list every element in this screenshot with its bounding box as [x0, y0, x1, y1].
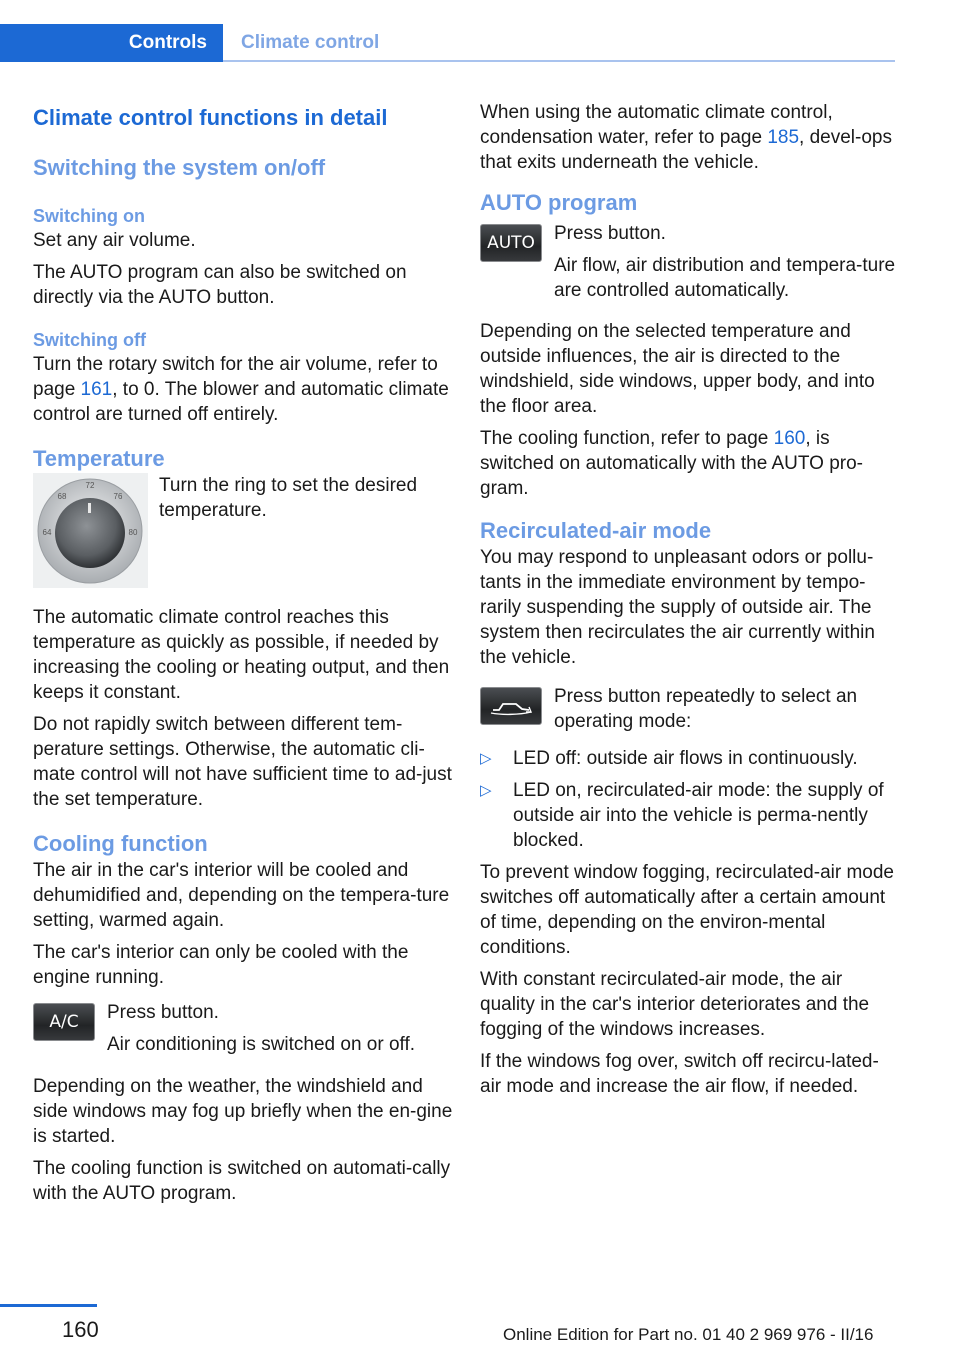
switch-off-text-b: , to 0. The blower and automatic climate control are turned off entirely. — [33, 379, 449, 425]
auto-instruction-1: Press button. — [554, 223, 666, 244]
auto-figure-row — [480, 221, 896, 303]
temperature-instruction: Turn the ring to set the desired temperature. — [159, 475, 418, 521]
switch-off-text-a: Turn the rotary switch for the air volume, refer to page — [33, 354, 438, 400]
recirculated-air-text-3: With constant recirculated-air mode, the air quality in the car's interior deteriorates and the fogging of the windows increases. — [480, 969, 870, 1040]
auto-text-2-a: The cooling function, refer to page — [480, 428, 774, 449]
switch-on-text-1: Set any air volume. — [33, 230, 196, 251]
page-number: 160 — [62, 1317, 99, 1342]
list-item — [480, 746, 896, 771]
dial-tick-72: 72 — [85, 481, 95, 490]
cooling-text-4: The cooling function is switched on automati-cally with the AUTO program. — [33, 1158, 451, 1204]
switch-off-heading: Switching off — [33, 330, 146, 350]
cooling-heading: Cooling function — [33, 831, 208, 856]
temperature-figure-row — [33, 473, 453, 597]
left-column — [33, 100, 453, 1213]
switch-on-heading: Switching on — [33, 206, 145, 226]
auto-instruction-2: Air flow, air distribution and tempera-ture are controlled automatically. — [554, 255, 896, 301]
page-link-185[interactable]: 185 — [767, 127, 800, 148]
ac-instruction-2: Air conditioning is switched on or off. — [107, 1034, 416, 1055]
section-title: Climate control functions in detail — [33, 105, 388, 130]
dial-tick-76: 76 — [113, 492, 123, 501]
condensation-text-b: , devel-ops that exits underneath the vehicle. — [480, 127, 892, 173]
auto-heading: AUTO program — [480, 190, 638, 215]
auto-button-image — [480, 224, 542, 262]
temperature-text-1: The automatic climate control reaches this temperature as quickly as possible, if needed by increasing the cooling or heating output, and then keeps it constant. — [33, 607, 450, 703]
ac-button-label: A/C — [49, 1011, 79, 1032]
header-divider — [223, 60, 895, 62]
page-link-161[interactable]: 161 — [80, 379, 113, 400]
dial-tick-64: 64 — [42, 528, 52, 537]
recirc-figure-row — [480, 684, 896, 738]
ac-figure-row — [33, 1000, 453, 1064]
auto-button-label: AUTO — [487, 232, 535, 253]
ac-instruction-1: Press button. — [107, 1002, 219, 1023]
list-item — [480, 778, 896, 853]
footer-divider — [0, 1304, 97, 1307]
condensation-text-a: When using the automatic climate control, condensation water, refer to page — [480, 102, 833, 148]
switch-off-text — [33, 352, 453, 427]
auto-text-1: Depending on the selected temperature and outside influences, the air is directed to the windshield, side windows, upper body, and into the floor area. — [480, 321, 875, 417]
recirculated-air-heading: Recirculated-air mode — [480, 518, 712, 543]
auto-text-2-b: , is switched on automatically with the AUTO pro-gram. — [480, 428, 863, 499]
cooling-text-1: The air in the car's interior will be cooled and dehumidified and, depending on the tempera-ture setting, warmed again. — [33, 860, 450, 931]
tab-climate-control[interactable]: Climate control — [241, 32, 380, 53]
page-link-160[interactable]: 160 — [773, 428, 806, 449]
recirculated-air-text-1: You may respond to unpleasant odors or pollu-tants in the immediate environment by tempo-rarily suspending the supply of outside air. The system then recirculates the air currently within the vehicle. — [480, 547, 875, 668]
cooling-text-3: Depending on the weather, the windshield and side windows may fog up briefly when the en-gine is started. — [33, 1076, 453, 1147]
recirculation-instruction: Press button repeatedly to select an operating mode: — [554, 686, 858, 732]
recirculation-button-image — [480, 687, 542, 725]
temperature-heading: Temperature — [33, 446, 165, 471]
dial-tick-68: 68 — [57, 492, 67, 501]
bullet-triangle-icon: ▷ — [480, 782, 492, 799]
switch-on-text-2: The AUTO program can also be switched on directly via the AUTO button. — [33, 262, 407, 308]
cooling-text-2: The car's interior can only be cooled with the engine running. — [33, 942, 409, 988]
edition-text: Online Edition for Part no. 01 40 2 969 976 - II/16 — [503, 1325, 874, 1344]
bullet-text: LED on, recirculated-air mode: the supply of outside air into the vehicle is perma-nently blocked. — [513, 780, 884, 851]
recirculated-air-text-2: To prevent window fogging, recirculated-air mode switches off automatically after a certain amount of time, depending on the environ-mental conditions. — [480, 862, 894, 958]
dial-tick-80: 80 — [128, 528, 138, 537]
recirculated-air-text-4: If the windows fog over, switch off recircu-lated-air mode and increase the air flow, if needed. — [480, 1051, 879, 1097]
bullet-text: LED off: outside air flows in continuously. — [513, 748, 858, 769]
bullet-triangle-icon: ▷ — [480, 750, 492, 767]
temperature-dial-image — [33, 473, 148, 588]
switching-heading: Switching the system on/off — [33, 155, 326, 180]
recirculation-car-icon — [489, 696, 533, 716]
condensation-text — [480, 100, 896, 175]
temperature-text-2: Do not rapidly switch between different tem-perature settings. Otherwise, the automatic cli-mate control will not have sufficient time to ad-just the set temperature. — [33, 714, 452, 810]
right-column — [480, 100, 896, 1106]
auto-text-2 — [480, 426, 896, 501]
tab-controls[interactable]: Controls — [0, 24, 223, 62]
ac-button-image — [33, 1003, 95, 1041]
